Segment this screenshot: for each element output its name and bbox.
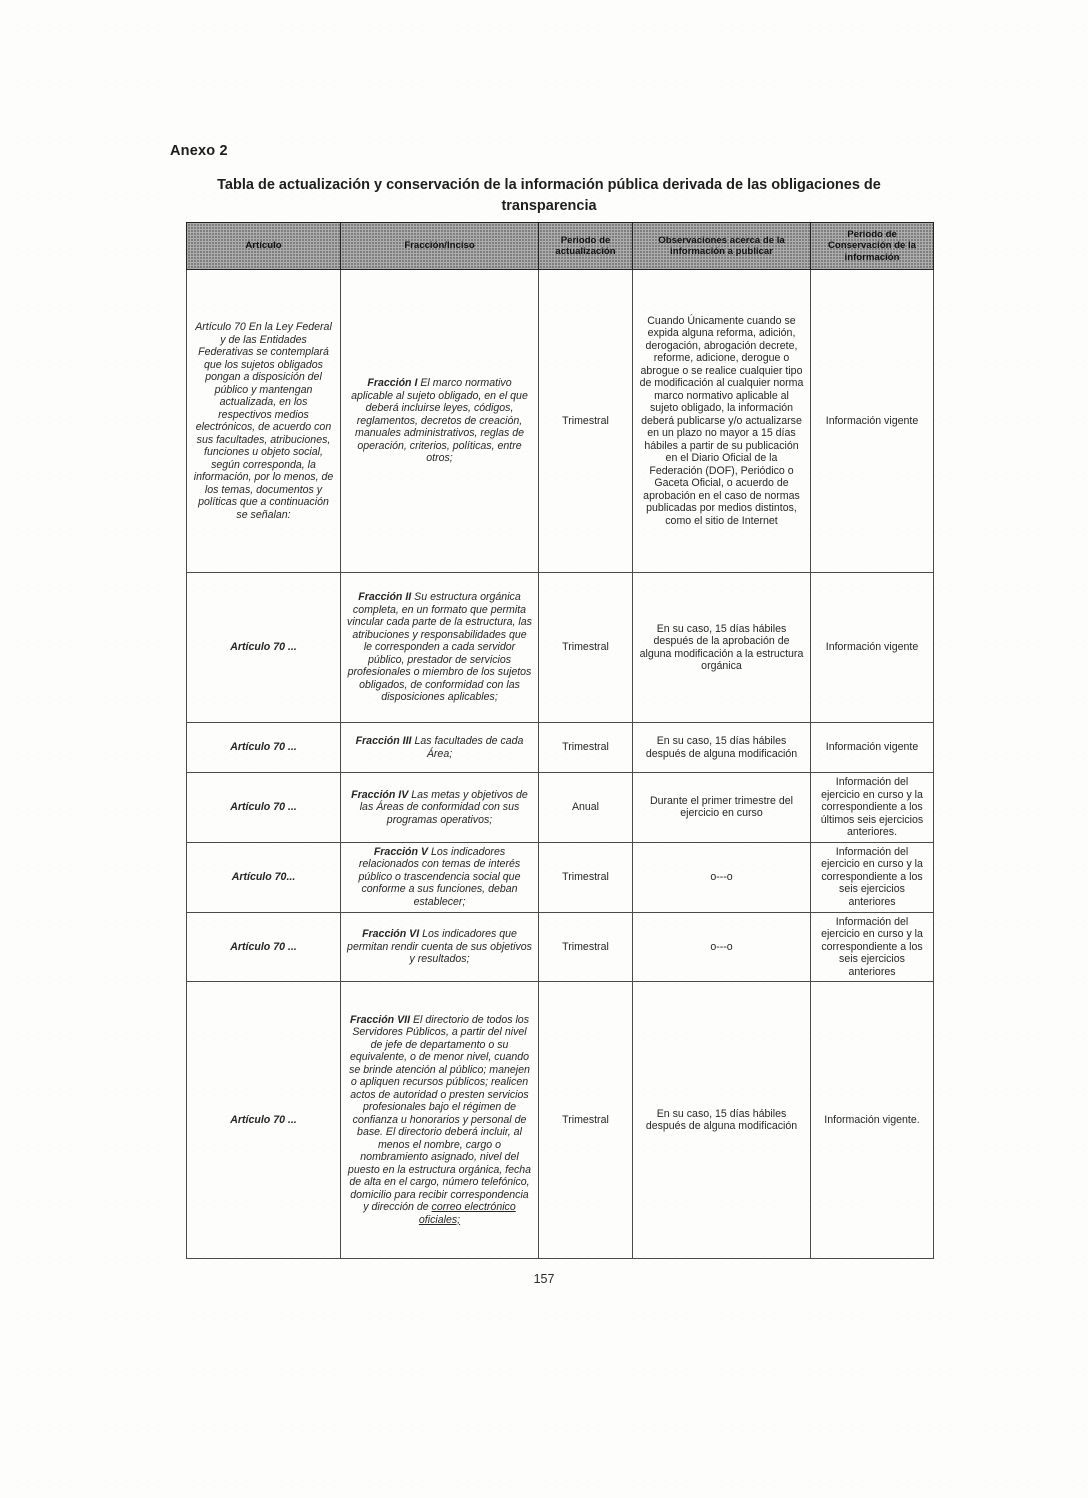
cell-conservacion: Información del ejercicio en curso y la correspondiente a los seis ejercicios anteriores: [811, 842, 934, 912]
column-header-periodo-conservacion: Periodo de Conservación de la información: [811, 223, 934, 270]
cell-fraccion: [341, 912, 539, 982]
cell-periodo: Trimestral: [539, 982, 633, 1259]
cell-conservacion: Información vigente: [811, 723, 934, 773]
cell-conservacion: Información del ejercicio en curso y la correspondiente a los seis ejercicios anteriores: [811, 912, 934, 982]
cell-periodo: Trimestral: [539, 573, 633, 723]
table-row: [187, 270, 934, 573]
cell-articulo: Artículo 70 ...: [187, 723, 341, 773]
cell-observaciones: En su caso, 15 días hábiles después de alguna modificación: [633, 982, 811, 1259]
column-header-fraccion-inciso: Fracción/Inciso: [341, 223, 539, 270]
cell-periodo: Trimestral: [539, 842, 633, 912]
fraccion-label: Fracción VII: [349, 1013, 411, 1026]
cell-periodo: Trimestral: [539, 912, 633, 982]
fraccion-label: Fracción I: [367, 377, 418, 390]
cell-articulo: Artículo 70 En la Ley Federal y de las Entidades Federativas se contemplará que los sujetos obligados pongan a disposición del público y mantengan actualizada, en los respectivos medios electrónicos, de acuerdo con sus facultades, atribuciones, funciones u objeto social, según corresponda, la información, por lo menos, de los temas, documentos y políticas que a continuación se señalan:: [187, 270, 341, 573]
cell-conservacion: Información vigente: [811, 270, 934, 573]
fraccion-text: Su estructura orgánica completa, en un formato que permita vincular cada parte de la estructura, las atribuciones y responsabilidades que le corresponden a cada servidor público, prestador de servicios profesionales o miembro de los sujetos obligados, de conformidad con las disposiciones aplicables;: [347, 591, 532, 704]
cell-conservacion: Información vigente.: [811, 982, 934, 1259]
cell-conservacion: Información vigente: [811, 573, 934, 723]
annex-label: Anexo 2: [170, 143, 228, 159]
fraccion-label: Fracción III: [355, 735, 412, 747]
fraccion-label: Fracción IV: [351, 788, 409, 801]
fraccion-label: Fracción V: [373, 845, 428, 858]
cell-conservacion: Información del ejercicio en curso y la correspondiente a los últimos seis ejercicios anteriores.: [811, 773, 934, 843]
cell-periodo: Trimestral: [539, 723, 633, 773]
column-header-observaciones: Observaciones acerca de la información a publicar: [633, 223, 811, 270]
fraccion-label: Fracción VI: [362, 928, 420, 940]
cell-observaciones: En su caso, 15 días hábiles después de la aprobación de alguna modificación a la estructura orgánica: [633, 573, 811, 723]
document-title: Tabla de actualización y conservación de la información pública derivada de las obligaciones de transparencia: [217, 177, 881, 215]
fraccion-text: Los indicadores que permitan rendir cuenta de sus objetivos y resultados;: [347, 928, 532, 965]
cell-fraccion: [341, 982, 539, 1259]
cell-observaciones: Cuando Únicamente cuando se expida alguna reforma, adición, derogación, abrogación decrete, reforme, adicione, derogue o abrogue o se realice cualquier tipo de modificación al cualquier norma marco normativo aplicable al sujeto obligado, la información deberá publicarse y/o actualizarse en un plazo no mayor a 15 días hábiles a partir de su publicación en el Diario Oficial de la Federación (DOF), Periódico o Gaceta Oficial, o acuerdo de aprobación en el caso de normas publicadas por medios distintos, como el sitio de Internet: [633, 270, 811, 573]
cell-articulo: Artículo 70...: [187, 842, 341, 912]
cell-periodo: Anual: [539, 773, 633, 843]
fraccion-text: Las metas y objetivos de las Áreas de conformidad con sus programas operativos;: [359, 788, 528, 826]
fraccion-text-underlined: correo electrónico oficiales;: [418, 1201, 516, 1226]
page-number: 157: [533, 1272, 555, 1286]
table-row: [187, 912, 934, 982]
table-header: [187, 223, 934, 270]
table-row: [187, 773, 934, 843]
table-row: [187, 982, 934, 1259]
cell-fraccion: [341, 773, 539, 843]
column-header-articulo: Artículo: [187, 223, 341, 270]
cell-observaciones: o---o: [633, 912, 811, 982]
cell-periodo: Trimestral: [539, 270, 633, 573]
cell-articulo: Artículo 70 ...: [187, 573, 341, 723]
cell-articulo: Artículo 70 ...: [187, 773, 341, 843]
cell-fraccion: [341, 842, 539, 912]
table-row: [187, 573, 934, 723]
cell-fraccion: [341, 573, 539, 723]
table-row: [187, 723, 934, 773]
fraccion-text: El marco normativo aplicable al sujeto obligado, en el que deberá incluirse leyes, códigos, reglamentos, decretos de creación, manuales administrativos, reglas de operación, criterios, políticas, entre otros;: [351, 377, 528, 465]
fraccion-label: Fracción II: [358, 591, 412, 604]
table-row: [187, 842, 934, 912]
fraccion-text: Los indicadores relacionados con temas de interés público o trascendencia social que conforme a sus funciones, deban establecer;: [358, 845, 521, 908]
transparency-table: [186, 222, 934, 1259]
cell-articulo: Artículo 70 ...: [187, 912, 341, 982]
fraccion-text: El directorio de todos los Servidores Públicos, a partir del nivel de jefe de departamento o su equivalente, o de menor nivel, cuando se brinde atención al público; manejen o apliquen recursos públicos; realicen actos de autoridad o presten servicios profesionales bajo el régimen de confianza u honorarios y personal de base. El directorio deberá incluir, al menos el nombre, cargo o nombramiento asignado, nivel del puesto en la estructura orgánica, fecha de alta en el cargo, número telefónico, domicilio para recibir correspondencia y dirección de: [347, 1013, 532, 1214]
cell-fraccion: [341, 723, 539, 773]
fraccion-text: Las facultades de cada Área;: [411, 735, 524, 760]
column-header-periodo-actualizacion: Periodo de actualización: [539, 223, 633, 270]
cell-observaciones: o---o: [633, 842, 811, 912]
cell-observaciones: En su caso, 15 días hábiles después de alguna modificación: [633, 723, 811, 773]
cell-articulo: Artículo 70 ...: [187, 982, 341, 1259]
cell-fraccion: [341, 270, 539, 573]
cell-observaciones: Durante el primer trimestre del ejercicio en curso: [633, 773, 811, 843]
